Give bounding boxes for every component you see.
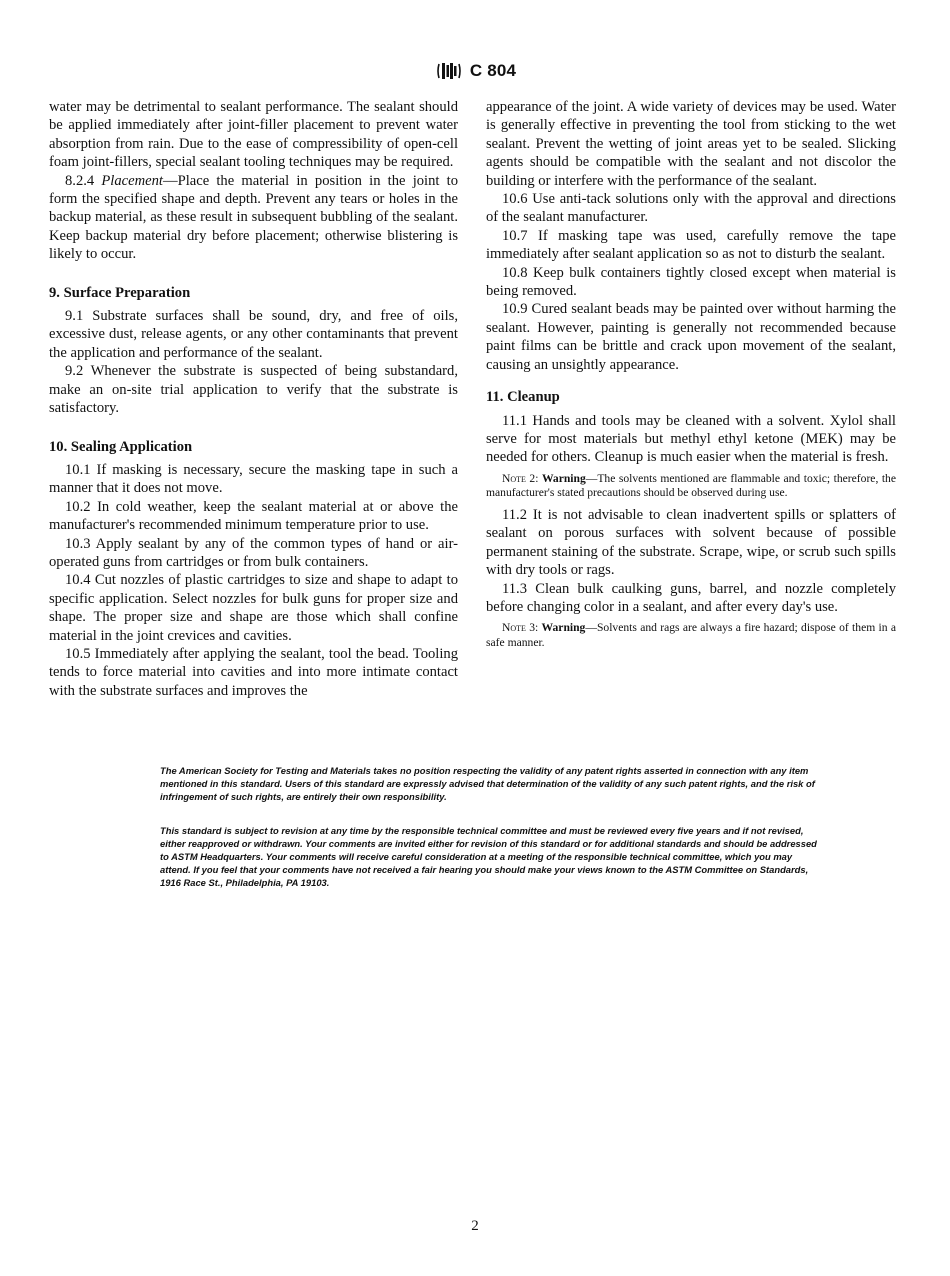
section-heading-11: 11. Cleanup (486, 389, 560, 406)
paragraph-11-2: 11.2 It is not advisable to clean inadvertent spills or splatters of sealant on porous surfaces with solvent because of possible permanent staining of the substrate. Scrape, wipe, or scrub such spills with dry tools or rags. (486, 506, 896, 579)
note-label: Note 3: (502, 621, 539, 635)
paragraph-8-2-4 (49, 172, 458, 264)
note-2 (486, 472, 896, 501)
page-number: 2 (471, 1218, 479, 1234)
paragraph-10-3: 10.3 Apply sealant by any of the common types of hand or air-operated guns from cartridges or from bulk containers. (49, 535, 458, 570)
paragraph-11-1: 11.1 Hands and tools may be cleaned with a solvent. Xylol shall serve for most materials but methyl ethyl ketone (MEK) may be needed for others. Cleanup is much easier when the material is fresh. (486, 412, 896, 466)
paragraph-term: Placement (101, 172, 163, 189)
paragraph-10-7: 10.7 If masking tape was used, carefully remove the tape immediately after sealant application so as not to disturb the sealant. (486, 227, 896, 263)
document-code: C 804 (469, 61, 517, 80)
paragraph-10-9: 10.9 Cured sealant beads may be painted over without harming the sealant. However, painting is generally not recommended because paint films can be brittle and crack upon movement of the sealant, causing an unsightly appearance. (486, 301, 896, 373)
note-text: —Solvents and rags are always a fire hazard; dispose of them in a safe manner. (486, 621, 896, 649)
note-label: Note 2: (502, 471, 539, 485)
paragraph-10-1: 10.1 If masking is necessary, secure the masking tape in such a manner that it does not move. (49, 461, 458, 497)
paragraph-10-4: 10.4 Cut nozzles of plastic cartridges to size and shape to adapt to specific application. Select nozzles for bulk guns for proper size and shape. The proper size and shape are those which shall confine material in the joint crevices and cavities. (49, 572, 458, 644)
paragraph-text: —Place the material in position in the joint to form the specified shape and depth. Prevent any tears or holes in the backup material, as these result in subsequent bubbling of the sealant. Keep backup material dry before placement; otherwise blistering is likely to occur. (49, 172, 458, 263)
paragraph-9-2: 9.2 Whenever the substrate is suspected of being substandard, make an on-site trial application to verify that the substrate is satisfactory. (49, 363, 458, 417)
paragraph-continuation: water may be detrimental to sealant performance. The sealant should be applied immediately after joint-filler placement to prevent water absorption from rain. Due to the ease of compressibility of open-cell foam joint-fillers, special sealant tooling techniques may be required. (49, 99, 458, 171)
page-header (0, 60, 950, 82)
note-text: —The solvents mentioned are flammable and toxic; therefore, the manufacturer's stated precautions should be observed during use. (486, 471, 897, 500)
paragraph-continuation: appearance of the joint. A wide variety of devices may be used. Water is generally effective in preventing the tool from sticking to the wet sealant. Prevent the wetting of joint areas yet to be sealed. Slicking agents should be compatible with the sealant and not discolor the building or interfere with the performance of the sealant. (486, 99, 896, 189)
note-warning: Warning (541, 471, 586, 485)
paragraph-9-1: 9.1 Substrate surfaces shall be sound, dry, and free of oils, excessive dust, release agents, or any other contaminants that prevent the application and performance of the sealant. (49, 308, 458, 361)
section-heading-10: 10. Sealing Application (49, 438, 193, 455)
note-warning: Warning (541, 621, 586, 635)
note-3 (486, 621, 896, 650)
revision-notice: This standard is subject to revision at any time by the responsible technical committee and must be reviewed every five years and if not revised, either reapproved or withdrawn. Your comments are invited either for revision of this standard or for additional standards and should be addressed to ASTM Headquarters. Your comments will receive careful consideration at a meeting of the responsible technical committee, which you may attend. If you feel that your comments have not received a fair hearing you should make your views known to the ASTM Committee on Standards, 1916 Race St., Philadelphia, PA 19103. (160, 825, 817, 888)
paragraph-10-8: 10.8 Keep bulk containers tightly closed except when material is being removed. (486, 264, 896, 300)
astm-logo-icon (434, 60, 464, 82)
paragraph-10-5: 10.5 Immediately after applying the sealant, tool the bead. Tooling tends to force material into cavities and into more intimate contact with the substrate surfaces and improves the (49, 645, 458, 699)
right-column (486, 98, 896, 656)
paragraph-11-3: 11.3 Clean bulk caulking guns, barrel, and nozzle completely before changing color in a sealant, and after every day's use. (486, 580, 896, 615)
patent-notice: The American Society for Testing and Materials takes no position respecting the validity of any patent rights asserted in connection with any item mentioned in this standard. Users of this standard are expressly advised that determination of the validity of any such patent rights, and the risk of infringement of such rights, are entirely their own responsibility. (160, 765, 815, 802)
paragraph-number: 8.2.4 (65, 172, 95, 189)
paragraph-10-6: 10.6 Use anti-tack solutions only with the approval and directions of the sealant manufacturer. (486, 191, 896, 226)
left-column (49, 98, 458, 700)
section-heading-9: 9. Surface Preparation (49, 284, 191, 301)
paragraph-10-2: 10.2 In cold weather, keep the sealant material at or above the manufacturer's recommended minimum temperature prior to use. (49, 498, 458, 534)
